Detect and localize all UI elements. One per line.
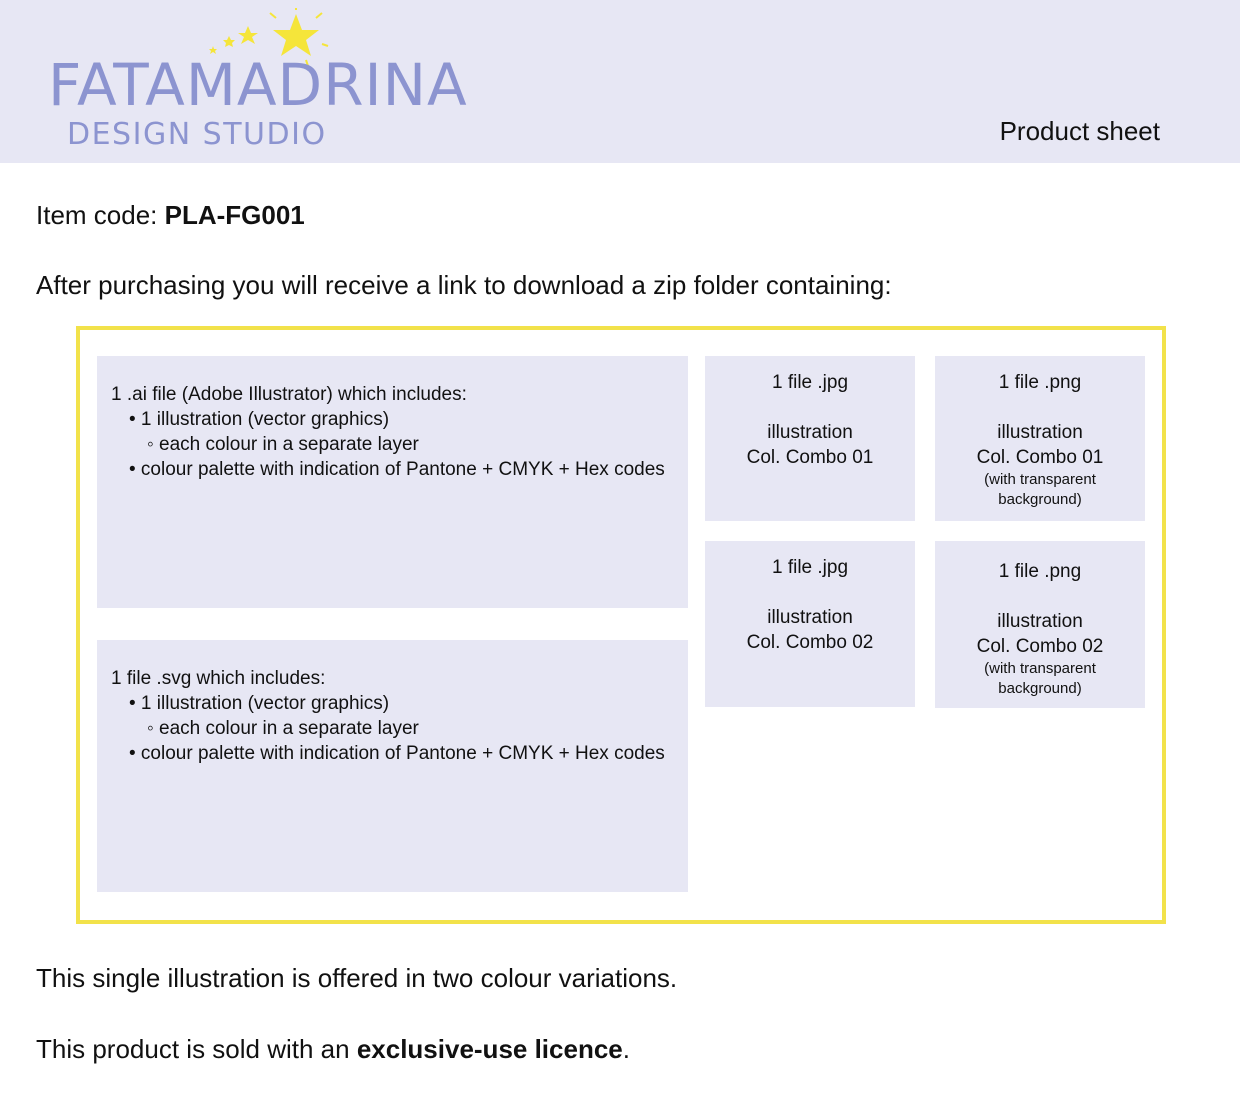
licence-prefix: This product is sold with an [36, 1034, 357, 1064]
ai-file-subbullet: ◦ each colour in a separate layer [147, 434, 419, 455]
png-file-card-02 [935, 541, 1145, 708]
file-combo: Col. Combo 01 [976, 447, 1104, 468]
svg-file-title: 1 file .svg which includes: [111, 668, 326, 689]
svg-file-card [97, 640, 688, 892]
licence-line [36, 1034, 630, 1065]
variations-text: This single illustration is offered in two colour variations. [36, 963, 678, 993]
licence-suffix: . [622, 1034, 630, 1064]
logo-subtitle: DESIGN STUDIO [67, 117, 327, 152]
file-combo: Col. Combo 01 [746, 447, 874, 468]
sheet-label: Product sheet [999, 116, 1160, 146]
png-file-card-01 [935, 356, 1145, 521]
ai-file-text [111, 382, 665, 482]
file-desc: illustration [997, 422, 1083, 443]
svg-file-subbullet: ◦ each colour in a separate layer [147, 718, 419, 739]
ai-file-title: 1 .ai file (Adobe Illustrator) which includes: [111, 384, 467, 405]
file-combo: Col. Combo 02 [746, 632, 874, 653]
svg-file-bullet: • 1 illustration (vector graphics) [129, 693, 390, 714]
ai-file-bullet: • colour palette with indication of Pantone + CMYK + Hex codes [129, 459, 665, 480]
jpg-file-card-02 [705, 541, 915, 707]
file-type: 1 file .jpg [771, 372, 849, 393]
file-type: 1 file .jpg [771, 557, 849, 578]
file-combo: Col. Combo 02 [976, 636, 1104, 657]
file-desc: illustration [767, 422, 853, 443]
ai-file-card [97, 356, 688, 608]
file-note: background) [998, 680, 1082, 697]
file-desc: illustration [997, 611, 1083, 632]
ai-file-bullet: • 1 illustration (vector graphics) [129, 409, 390, 430]
file-type: 1 file .png [998, 561, 1082, 582]
item-code-line [36, 200, 305, 231]
file-type: 1 file .png [998, 372, 1082, 393]
licence-type: exclusive-use licence [356, 1034, 623, 1064]
file-note: (with transparent [984, 660, 1096, 677]
brand-logo [40, 8, 468, 158]
item-code: PLA-FG001 [164, 200, 305, 230]
intro-text: After purchasing you will receive a link to download a zip folder containing: [36, 270, 892, 300]
item-code-prefix: Item code: [36, 200, 165, 230]
file-note: (with transparent [984, 471, 1096, 488]
file-desc: illustration [767, 607, 853, 628]
logo-wordmark: FATAMADRINA [48, 51, 468, 119]
jpg-file-card-01 [705, 356, 915, 521]
svg-file-bullet: • colour palette with indication of Pantone + CMYK + Hex codes [129, 743, 665, 764]
file-note: background) [998, 491, 1082, 508]
svg-file-text [111, 666, 665, 766]
header-band [0, 0, 1240, 163]
